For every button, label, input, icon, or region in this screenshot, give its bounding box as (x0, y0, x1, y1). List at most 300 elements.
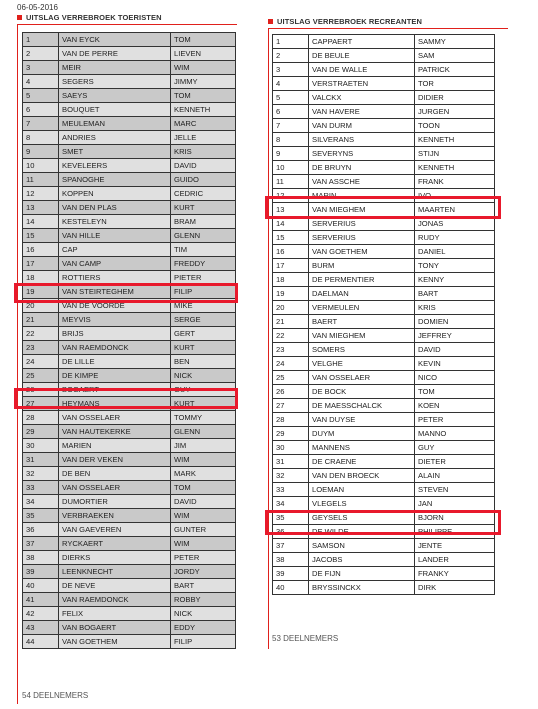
firstname-cell: KENNETH (415, 133, 495, 147)
surname-cell: VAN CAMP (59, 257, 171, 271)
firstname-cell: KENNY (415, 273, 495, 287)
firstname-cell: JENTE (415, 539, 495, 553)
toeristen-count: 54 DEELNEMERS (22, 691, 89, 700)
table-row (23, 509, 236, 523)
firstname-cell: SERGE (171, 313, 236, 327)
surname-cell: VERSTRAETEN (309, 77, 415, 91)
surname-cell: VAN BOGAERT (59, 621, 171, 635)
surname-cell: KEVELEERS (59, 159, 171, 173)
table-row (23, 579, 236, 593)
surname-cell: ANDRIES (59, 131, 171, 145)
rank-cell: 18 (23, 271, 59, 285)
surname-cell: DIERKS (59, 551, 171, 565)
table-row (273, 385, 495, 399)
table-row (273, 553, 495, 567)
highlight-recreanten-33 (265, 510, 501, 535)
table-row (273, 287, 495, 301)
table-row (273, 63, 495, 77)
firstname-cell: DIDIER (415, 91, 495, 105)
firstname-cell: TOON (415, 119, 495, 133)
rank-cell: 25 (273, 371, 309, 385)
rank-cell: 41 (23, 593, 59, 607)
surname-cell: VERMEULEN (309, 301, 415, 315)
firstname-cell: IVO (415, 189, 495, 203)
table-row (23, 61, 236, 75)
table-row (23, 131, 236, 145)
surname-cell: MEIR (59, 61, 171, 75)
toeristen-title: UITSLAG VERREBROEK TOERISTEN (26, 13, 162, 22)
surname-cell: VAN OSSELAER (309, 371, 415, 385)
rank-cell: 20 (273, 301, 309, 315)
firstname-cell: JAN (415, 497, 495, 511)
table-row (273, 497, 495, 511)
firstname-cell: TOM (171, 33, 236, 47)
recreanten-title: UITSLAG VERREBROEK RECREANTEN (277, 17, 422, 26)
table-row (23, 453, 236, 467)
surname-cell: MARIN (309, 189, 415, 203)
surname-cell: DE LILLE (59, 355, 171, 369)
table-row (23, 243, 236, 257)
rank-cell: 33 (23, 481, 59, 495)
table-row (273, 413, 495, 427)
firstname-cell: DAVID (171, 495, 236, 509)
rank-cell: 39 (273, 567, 309, 581)
firstname-cell: PIETER (171, 271, 236, 285)
rank-cell: 18 (273, 273, 309, 287)
surname-cell: DE KIMPE (59, 369, 171, 383)
surname-cell: VAN GOETHEM (59, 635, 171, 649)
rank-cell: 10 (23, 159, 59, 173)
rank-cell: 38 (273, 553, 309, 567)
table-row (273, 427, 495, 441)
rank-cell: 8 (23, 131, 59, 145)
surname-cell: SILVERANS (309, 133, 415, 147)
surname-cell: DAELMAN (309, 287, 415, 301)
table-row (273, 441, 495, 455)
surname-cell: VAN RAEMDONCK (59, 341, 171, 355)
rank-cell: 38 (23, 551, 59, 565)
firstname-cell: GERT (171, 327, 236, 341)
rank-cell: 26 (23, 383, 59, 397)
rank-cell: 27 (273, 399, 309, 413)
rank-cell: 28 (23, 411, 59, 425)
firstname-cell: WIM (171, 537, 236, 551)
rank-cell: 35 (23, 509, 59, 523)
table-row (23, 201, 236, 215)
red-square-icon (268, 19, 273, 24)
table-row (23, 103, 236, 117)
firstname-cell: MANNO (415, 427, 495, 441)
table-row (273, 35, 495, 49)
firstname-cell: WIM (171, 453, 236, 467)
surname-cell: LOEMAN (309, 483, 415, 497)
surname-cell: VAN DUYSE (309, 413, 415, 427)
rank-cell: 40 (23, 579, 59, 593)
surname-cell: VAN DER VEKEN (59, 453, 171, 467)
surname-cell: BAERT (309, 315, 415, 329)
rank-cell: 31 (23, 453, 59, 467)
surname-cell: VAN DEN PLAS (59, 201, 171, 215)
firstname-cell: KENNETH (415, 161, 495, 175)
surname-cell: SPANOGHE (59, 173, 171, 187)
table-row (273, 539, 495, 553)
surname-cell: SEGERS (59, 75, 171, 89)
rank-cell: 2 (273, 49, 309, 63)
surname-cell: MEYVIS (59, 313, 171, 327)
surname-cell: MANNENS (309, 441, 415, 455)
surname-cell: BOUQUET (59, 103, 171, 117)
surname-cell: KESTELEYN (59, 215, 171, 229)
toeristen-heading (17, 13, 237, 22)
surname-cell: VAN DE VOORDE (59, 299, 171, 313)
table-row (273, 343, 495, 357)
rank-cell: 13 (23, 201, 59, 215)
table-row (23, 159, 236, 173)
surname-cell: VAN HAVERE (309, 105, 415, 119)
surname-cell: SAMSON (309, 539, 415, 553)
table-row (23, 523, 236, 537)
surname-cell: DE NEVE (59, 579, 171, 593)
rank-cell: 8 (273, 133, 309, 147)
surname-cell: KOPPEN (59, 187, 171, 201)
table-row (273, 301, 495, 315)
table-row (23, 621, 236, 635)
rank-cell: 19 (273, 287, 309, 301)
rank-cell: 17 (273, 259, 309, 273)
rank-cell: 13 (273, 203, 309, 217)
table-row (23, 551, 236, 565)
rank-cell: 9 (273, 147, 309, 161)
table-row (23, 425, 236, 439)
highlight-toeristen-18 (14, 283, 238, 303)
table-row (273, 161, 495, 175)
panel-border (268, 29, 269, 649)
firstname-cell: GLENN (171, 229, 236, 243)
table-row (273, 371, 495, 385)
firstname-cell: GUIDO (171, 173, 236, 187)
surname-cell: VAN GAEVEREN (59, 523, 171, 537)
surname-cell: SERVERIUS (309, 217, 415, 231)
surname-cell: LEENKNECHT (59, 565, 171, 579)
firstname-cell: DAVID (171, 159, 236, 173)
table-row (23, 607, 236, 621)
table-row (273, 273, 495, 287)
surname-cell: VAN DE PERRE (59, 47, 171, 61)
recreanten-heading (268, 17, 508, 26)
table-row (23, 75, 236, 89)
rank-cell: 21 (273, 315, 309, 329)
firstname-cell: KENNETH (171, 103, 236, 117)
firstname-cell: PETER (171, 551, 236, 565)
firstname-cell: KURT (171, 201, 236, 215)
rank-cell: 6 (273, 105, 309, 119)
rank-cell: 14 (23, 215, 59, 229)
rank-cell: 17 (23, 257, 59, 271)
table-row (23, 481, 236, 495)
firstname-cell: MIKE (171, 299, 236, 313)
rank-cell: 23 (23, 341, 59, 355)
table-row (23, 117, 236, 131)
firstname-cell: SAMMY (415, 35, 495, 49)
firstname-cell: FILIP (171, 285, 236, 299)
surname-cell: VALCKX (309, 91, 415, 105)
table-row (273, 119, 495, 133)
surname-cell: VAN OSSELAER (59, 411, 171, 425)
rank-cell: 34 (273, 497, 309, 511)
rank-cell: 30 (23, 439, 59, 453)
rank-cell: 43 (23, 621, 59, 635)
surname-cell: VAN HAUTEKERKE (59, 425, 171, 439)
rank-cell: 27 (23, 397, 59, 411)
table-row (273, 399, 495, 413)
firstname-cell: DOMIEN (415, 315, 495, 329)
firstname-cell: MAARTEN (415, 203, 495, 217)
firstname-cell: PETER (415, 413, 495, 427)
rank-cell: 5 (23, 89, 59, 103)
rank-cell: 3 (273, 63, 309, 77)
rank-cell: 35 (273, 511, 309, 525)
surname-cell: VAN STEIRTEGHEM (59, 285, 171, 299)
firstname-cell: JURGEN (415, 105, 495, 119)
report-date: 06-05-2016 (17, 3, 58, 12)
surname-cell: BRYSSINCKX (309, 581, 415, 595)
surname-cell: VAN HILLE (59, 229, 171, 243)
table-row (23, 355, 236, 369)
rank-cell: 2 (23, 47, 59, 61)
surname-cell: DE BOCK (309, 385, 415, 399)
firstname-cell: GUNTER (171, 523, 236, 537)
firstname-cell: KURT (171, 397, 236, 411)
rank-cell: 23 (273, 343, 309, 357)
rank-cell: 4 (273, 77, 309, 91)
table-row (273, 231, 495, 245)
table-row (273, 483, 495, 497)
firstname-cell: BEN (171, 355, 236, 369)
table-row (23, 565, 236, 579)
table-row (273, 91, 495, 105)
rank-cell: 11 (273, 175, 309, 189)
surname-cell: VAN EYCK (59, 33, 171, 47)
firstname-cell: TOM (171, 89, 236, 103)
rank-cell: 9 (23, 145, 59, 159)
firstname-cell: BRAM (171, 215, 236, 229)
rank-cell: 22 (23, 327, 59, 341)
rank-cell: 10 (273, 161, 309, 175)
surname-cell: VAN DEN BROECK (309, 469, 415, 483)
surname-cell: DE BEN (59, 467, 171, 481)
firstname-cell: GLENN (171, 425, 236, 439)
surname-cell: SMET (59, 145, 171, 159)
firstname-cell: TONY (415, 259, 495, 273)
rank-cell: 37 (23, 537, 59, 551)
surname-cell: DE PERMENTIER (309, 273, 415, 287)
table-row (23, 537, 236, 551)
rank-cell: 31 (273, 455, 309, 469)
recreanten-count: 53 DEELNEMERS (272, 634, 339, 643)
table-row (273, 133, 495, 147)
rank-cell: 28 (273, 413, 309, 427)
highlight-toeristen-25 (14, 388, 238, 409)
table-row (273, 105, 495, 119)
table-row (23, 145, 236, 159)
table-row (23, 635, 236, 649)
rank-cell: 15 (273, 231, 309, 245)
surname-cell: BURM (309, 259, 415, 273)
surname-cell: DE BRUYN (309, 161, 415, 175)
firstname-cell: DANIEL (415, 245, 495, 259)
surname-cell: VAN DURM (309, 119, 415, 133)
table-row (23, 495, 236, 509)
rank-cell: 22 (273, 329, 309, 343)
firstname-cell: TOR (415, 77, 495, 91)
rank-cell: 29 (273, 427, 309, 441)
rank-cell: 19 (23, 285, 59, 299)
firstname-cell: JEFFREY (415, 329, 495, 343)
firstname-cell: JORDY (171, 565, 236, 579)
firstname-cell: STIJN (415, 147, 495, 161)
surname-cell: FELIX (59, 607, 171, 621)
surname-cell: VAN ASSCHE (309, 175, 415, 189)
surname-cell: VAN GOETHEM (309, 245, 415, 259)
surname-cell: CAP (59, 243, 171, 257)
surname-cell: VAN RAEMDONCK (59, 593, 171, 607)
surname-cell: VERBRAEKEN (59, 509, 171, 523)
firstname-cell: EDDY (171, 621, 236, 635)
surname-cell: SEVERYNS (309, 147, 415, 161)
surname-cell: SERVERIUS (309, 231, 415, 245)
firstname-cell: TOM (171, 481, 236, 495)
firstname-cell: TOMMY (171, 411, 236, 425)
table-row (273, 147, 495, 161)
table-row (23, 411, 236, 425)
firstname-cell: KEVIN (415, 357, 495, 371)
surname-cell: CAPPAERT (309, 35, 415, 49)
firstname-cell: MARC (171, 117, 236, 131)
rank-cell: 3 (23, 61, 59, 75)
table-row (23, 229, 236, 243)
firstname-cell: KRIS (415, 301, 495, 315)
surname-cell: SOMERS (309, 343, 415, 357)
table-row (273, 567, 495, 581)
table-row (273, 455, 495, 469)
firstname-cell: NICK (171, 607, 236, 621)
surname-cell: BRIJS (59, 327, 171, 341)
table-row (23, 89, 236, 103)
table-row (273, 315, 495, 329)
table-row (23, 173, 236, 187)
rank-cell: 40 (273, 581, 309, 595)
rank-cell: 36 (23, 523, 59, 537)
rank-cell: 12 (273, 189, 309, 203)
firstname-cell: WIM (171, 61, 236, 75)
rank-cell: 12 (23, 187, 59, 201)
surname-cell: BOGAERT (59, 383, 171, 397)
surname-cell: GEYSELS (309, 511, 415, 525)
surname-cell: RYCKAERT (59, 537, 171, 551)
surname-cell: DE FIJN (309, 567, 415, 581)
rank-cell: 4 (23, 75, 59, 89)
firstname-cell: JIMMY (171, 75, 236, 89)
firstname-cell: DIETER (415, 455, 495, 469)
surname-cell: VAN OSSELAER (59, 481, 171, 495)
table-row (23, 187, 236, 201)
rank-cell: 34 (23, 495, 59, 509)
firstname-cell: STEVEN (415, 483, 495, 497)
table-row (23, 593, 236, 607)
firstname-cell: ALAIN (415, 469, 495, 483)
table-row (23, 439, 236, 453)
table-row (273, 581, 495, 595)
surname-cell: DE CRAENE (309, 455, 415, 469)
firstname-cell: MARK (171, 467, 236, 481)
toeristen-table (22, 32, 236, 649)
firstname-cell: JIM (171, 439, 236, 453)
table-row (23, 341, 236, 355)
table-row (23, 33, 236, 47)
firstname-cell: PATRICK (415, 63, 495, 77)
surname-cell: MEULEMAN (59, 117, 171, 131)
surname-cell: JACOBS (309, 553, 415, 567)
rank-cell: 7 (273, 119, 309, 133)
table-row (23, 215, 236, 229)
firstname-cell: KURT (171, 341, 236, 355)
panel-border (17, 24, 18, 704)
surname-cell: VAN DE WALLE (309, 63, 415, 77)
firstname-cell: KRIS (171, 145, 236, 159)
table-row (273, 469, 495, 483)
surname-cell: DUMORTIER (59, 495, 171, 509)
table-row (23, 327, 236, 341)
rank-cell: 7 (23, 117, 59, 131)
rank-cell: 5 (273, 91, 309, 105)
rank-cell: 36 (273, 525, 309, 539)
table-row (273, 175, 495, 189)
table-row (23, 47, 236, 61)
rank-cell: 42 (23, 607, 59, 621)
firstname-cell: FREDDY (171, 257, 236, 271)
firstname-cell: NICO (415, 371, 495, 385)
rank-cell: 32 (23, 467, 59, 481)
rank-cell: 25 (23, 369, 59, 383)
table-row (273, 329, 495, 343)
rank-cell: 39 (23, 565, 59, 579)
surname-cell: VAN MIEGHEM (309, 329, 415, 343)
rank-cell: 30 (273, 441, 309, 455)
rank-cell: 16 (23, 243, 59, 257)
table-row (23, 369, 236, 383)
surname-cell: DE WILDE (309, 525, 415, 539)
table-row (23, 313, 236, 327)
firstname-cell: DAVID (415, 343, 495, 357)
firstname-cell: GUY (415, 441, 495, 455)
rank-cell: 6 (23, 103, 59, 117)
firstname-cell: TIM (171, 243, 236, 257)
table-row (273, 357, 495, 371)
rank-cell: 37 (273, 539, 309, 553)
rank-cell: 1 (273, 35, 309, 49)
rank-cell: 1 (23, 33, 59, 47)
surname-cell: DE MAESSCHALCK (309, 399, 415, 413)
table-row (273, 259, 495, 273)
firstname-cell: GUY (171, 383, 236, 397)
firstname-cell: NICK (171, 369, 236, 383)
firstname-cell: RUDY (415, 231, 495, 245)
rank-cell: 24 (273, 357, 309, 371)
firstname-cell: PHILIPPE (415, 525, 495, 539)
rank-cell: 26 (273, 385, 309, 399)
highlight-recreanten-12 (265, 196, 501, 219)
rank-cell: 33 (273, 483, 309, 497)
